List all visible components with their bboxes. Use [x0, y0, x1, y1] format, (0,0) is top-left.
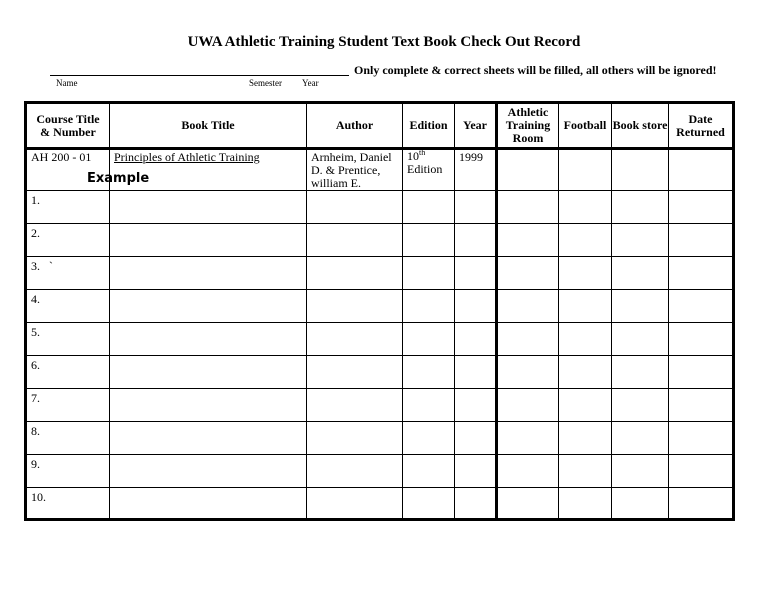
row-number: 3. ` [31, 259, 53, 273]
notice-text: Only complete & correct sheets will be filled, all others will be ignored! [354, 63, 717, 77]
year-label: Year [302, 78, 319, 88]
row-number: 5. [31, 325, 40, 339]
example-author: Arnheim, Daniel D. & Prentice, william E. [311, 150, 392, 190]
example-edition: 10th Edition [407, 148, 443, 176]
header-author: Author [335, 118, 374, 132]
row-number: 1. [31, 193, 40, 207]
name-label: Name [56, 78, 78, 88]
header-year: Year [463, 118, 487, 132]
header-bookstore: Book store [612, 118, 668, 132]
header-date-returned: Date Returned [676, 111, 725, 139]
example-year: 1999 [459, 150, 483, 164]
header-book-title: Book Title [181, 118, 235, 132]
row-number: 4. [31, 292, 40, 306]
example-label: Example [87, 171, 150, 186]
header-course: Course Title & Number [36, 111, 100, 139]
row-number: 10. [31, 490, 46, 504]
page-title: UWA Athletic Training Student Text Book Check Out Record [187, 34, 581, 50]
example-book-title: Principles of Athletic Training [114, 150, 260, 164]
header-football: Football [563, 118, 607, 132]
row-number: 8. [31, 424, 40, 438]
row-number: 6. [31, 358, 40, 372]
semester-label: Semester [249, 78, 282, 88]
name-signature-line[interactable] [50, 75, 349, 76]
example-course: AH 200 - 01 [31, 150, 92, 164]
header-athletic-training-room: Athletic Training Room [505, 105, 551, 145]
row-number: 9. [31, 457, 40, 471]
row-number: 7. [31, 391, 40, 405]
row-number: 2. [31, 226, 40, 240]
checkout-table [24, 101, 735, 521]
header-edition: Edition [409, 118, 448, 132]
